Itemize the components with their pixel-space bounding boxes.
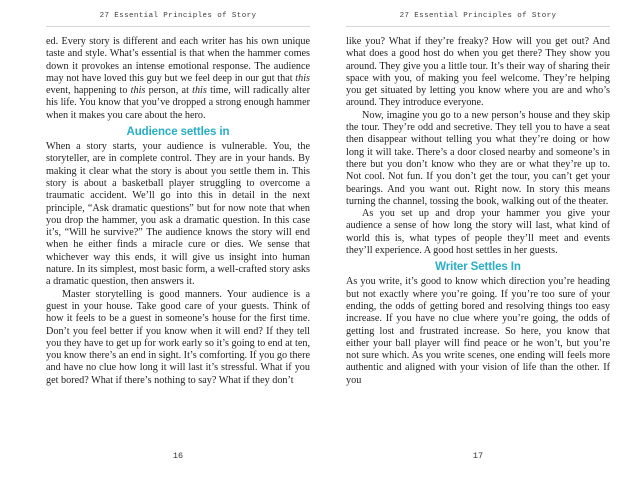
body-paragraph: Now, imagine you go to a new person’s house and they skip the tour. They’re odd and secretive. They tell you to have a seat then disappear without telling you what they’re doing or how long it will take. There’s a door closed nearby and someone’s in there but you don’t know who they are or what they’re up to. Not cool. Not fun. If you don’t get the tour, you can’t get your bearings. And you want out. Right now. In story this means turning the channel, tossing the book, walking out of the theater. <box>346 109 610 207</box>
page-number-right: 17 <box>472 451 484 461</box>
body-paragraph: ed. Every story is different and each writer has his own unique taste and style. What’s essential is that when the hammer comes down it provokes an intense emotional response. The audience may not have loved this guy but we feel deep in our gut that this event, happening to this person, at this time, will radically alter his life. You know that you’ve dropped a strong enough hammer when it makes you care about the hero. <box>46 36 310 121</box>
body-paragraph: When a story starts, your audience is vulnerable. You, the storyteller, are in complete control. They are in your hands. By making it clear what the story is about you settle them in. This story is about a basketball player struggling to overcome a traumatic accident. We’ll go into this in detail in the next principle, “Ask dramatic questions” but for now note that when you drop the hammer, you ask a dramatic question. In this case it’s, “Will he survive?” The audience knows the story will end when he either finds a miracle cure or dies. We sense that whichever way this ends, it will give us insight into human nature. In its simplest, most basic form, a well-crafted story asks a dramatic question, then answers it. <box>46 141 310 288</box>
body-paragraph: As you write, it’s good to know which direction you’re heading but not exactly where you’re going. If you’re too sure of your ending, the odds of getting bored and resolving things too easy increase. If you have no clue where you’re going, the odds of getting lost and frustrated increase. So here, you know that either your ball player will find peace or he won’t, but you’re not sure which. As you write scenes, one ending will feels more authentic and aligned with your vision of life than the other. If you <box>346 276 610 386</box>
body-paragraph: As you set up and drop your hammer you give your audience a sense of how long the story will last, what kind of world this is, what types of people they’ll meet and events they’ll experience. A good host settles in her guests. <box>346 208 610 257</box>
header-rule <box>346 26 610 27</box>
body-paragraph: like you? What if they’re freaky? How will you get out? And what does a good host do when you get there? They show you around. They give you a little tour. It’s their way of sharing their space with you, of making you feel welcome. They’re helping you get situated by letting you know where you are and who’s around. They introduce everyone. <box>346 36 610 109</box>
page-body-right <box>346 36 610 387</box>
page-right <box>320 0 640 480</box>
section-heading: Writer Settles In <box>435 261 521 274</box>
body-paragraph: Master storytelling is good manners. Your audience is a guest in your house. Take good care of your guests. Think of how it feels to be a guest in someone’s house for the first time. Don’t you feel better if you know when it will end? If they tell you they have to get up for work early so it’s going to end at ten, you know there’s an end in sight. It’s comforting. If you go there and have no clue how long it will last it’s stressful. What if you get bored? What if there’s nothing to say? What if they don’t <box>46 288 310 386</box>
page-body-left <box>46 36 310 387</box>
header-rule <box>46 26 310 27</box>
running-header: 27 Essential Principles of Story <box>99 12 257 20</box>
running-header: 27 Essential Principles of Story <box>399 12 557 20</box>
section-heading: Audience settles in <box>126 126 230 139</box>
page-number-left: 16 <box>172 451 184 461</box>
